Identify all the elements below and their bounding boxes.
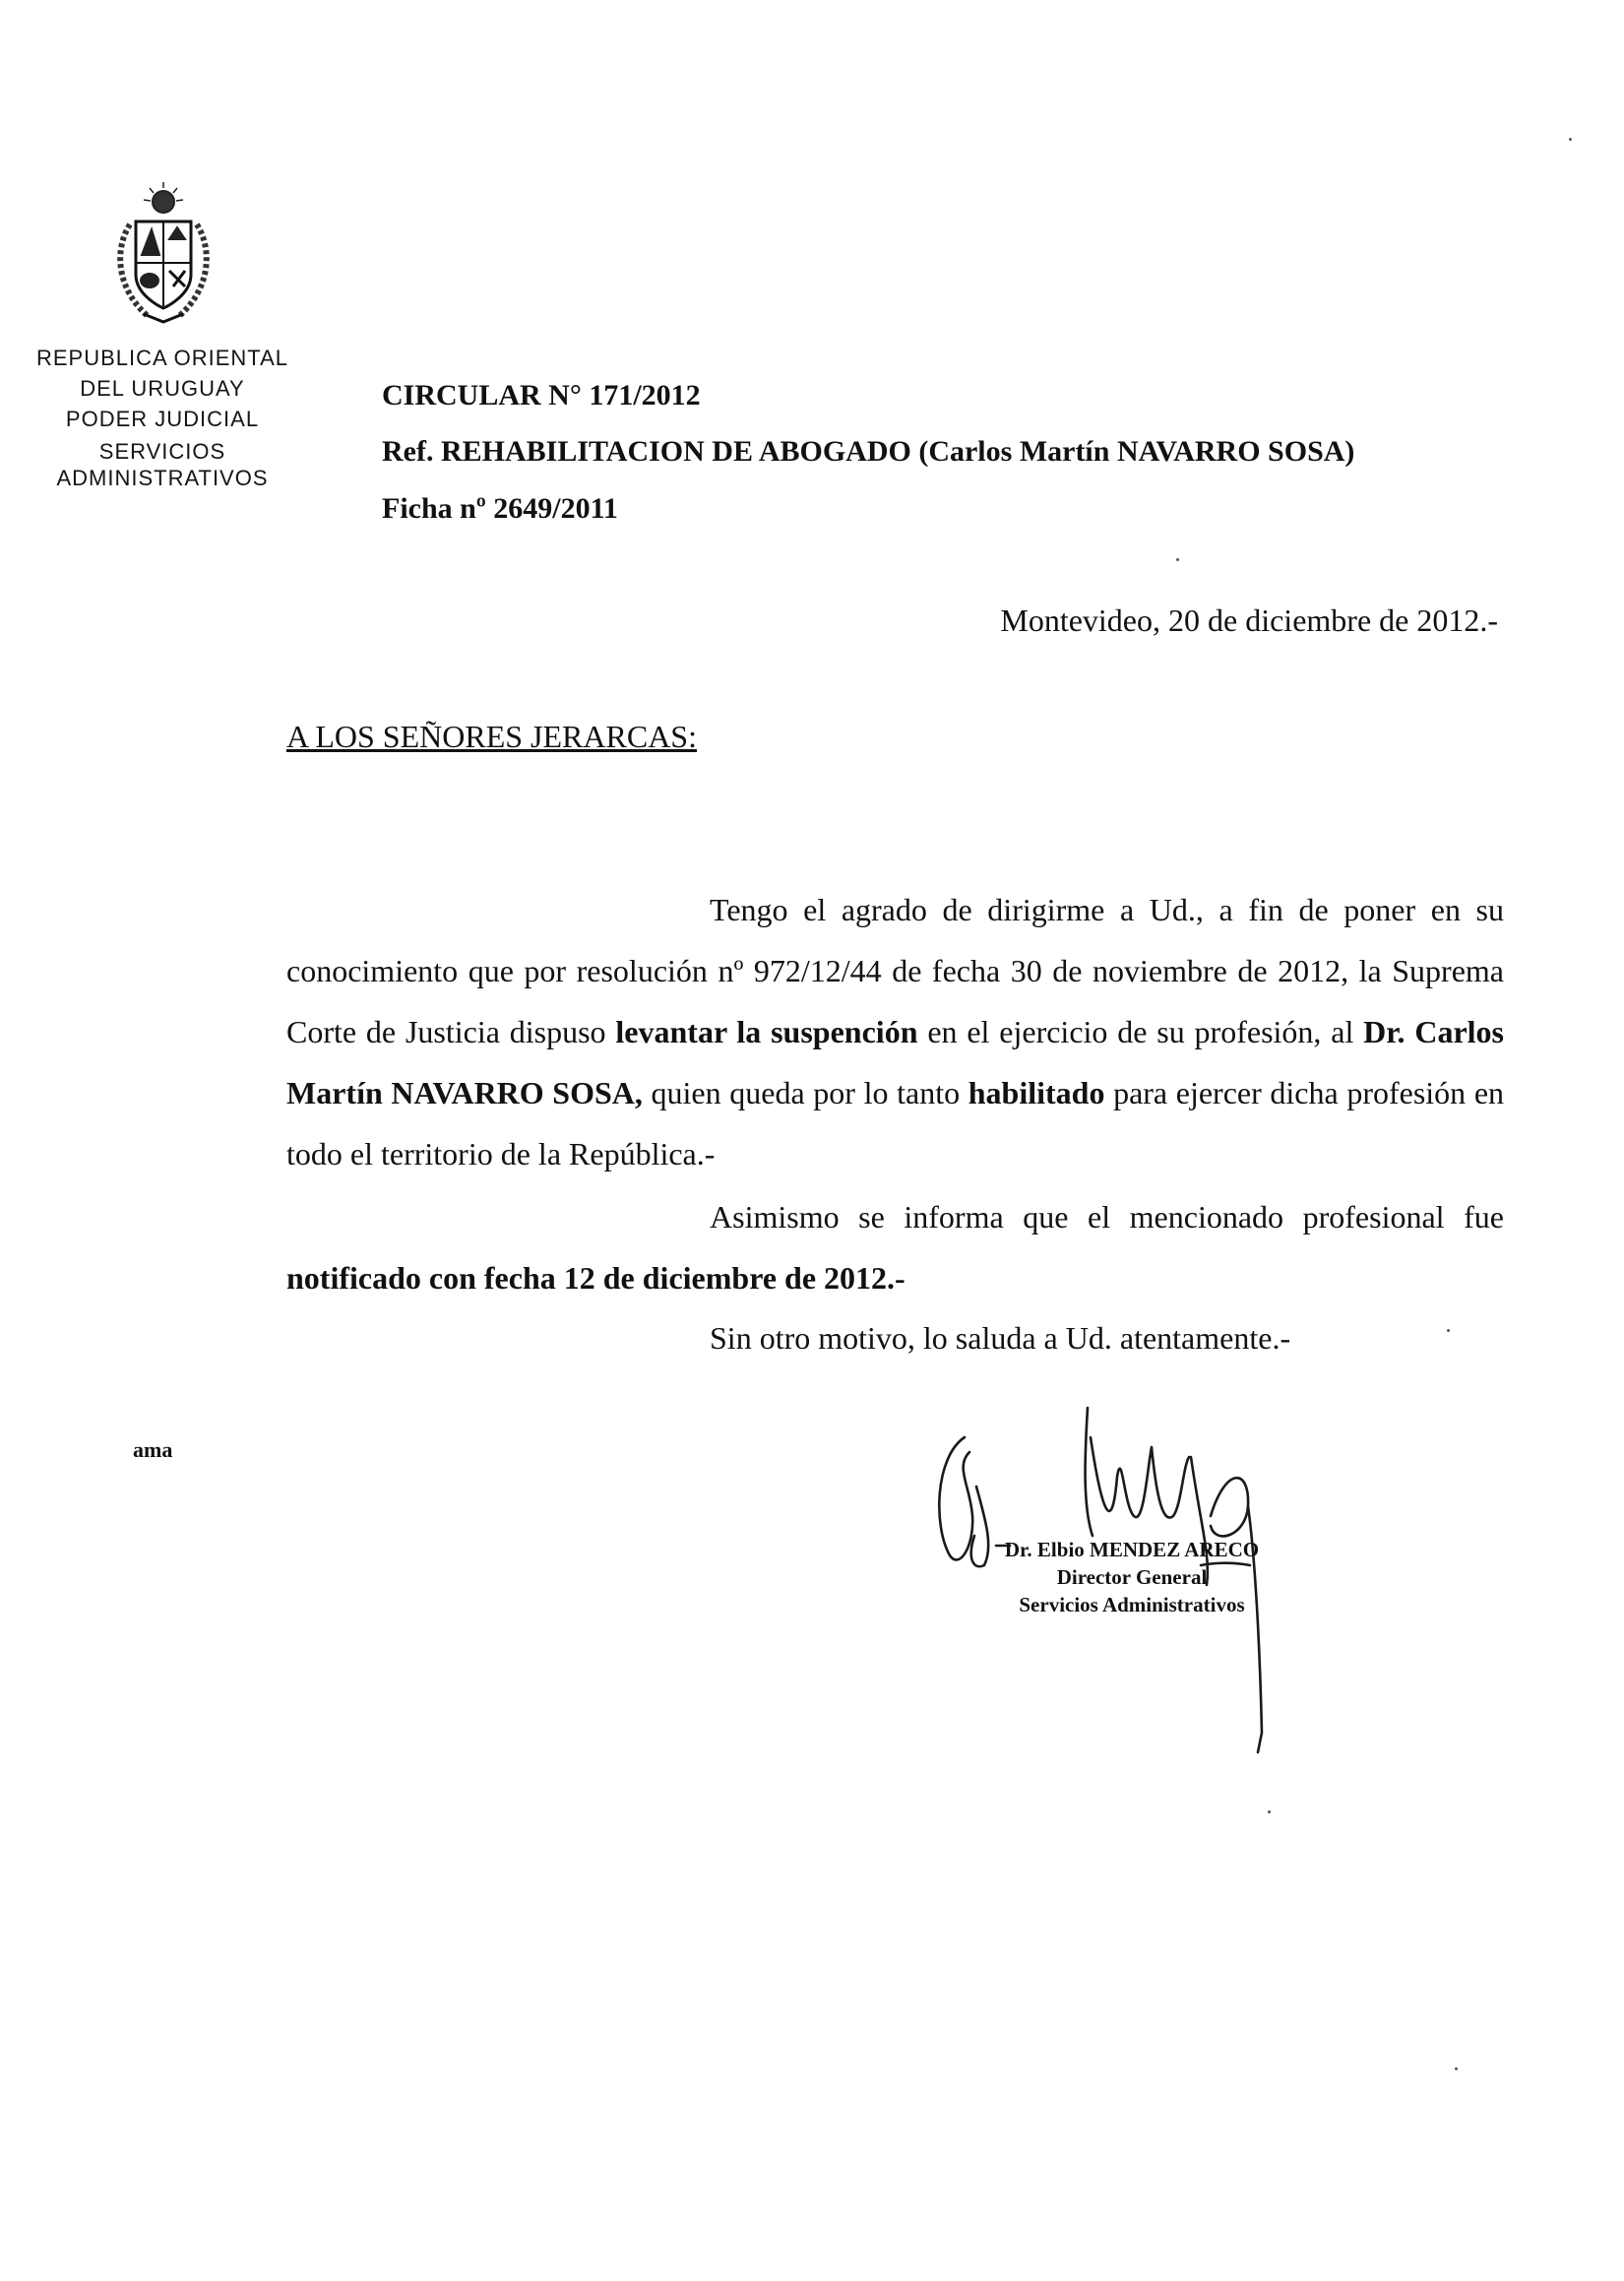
emphasis-text: habilitado: [968, 1075, 1105, 1110]
emphasis-text: notificado con fecha 12 de diciembre de 2012.-: [286, 1260, 906, 1296]
paragraph-resolution: [286, 879, 1504, 1184]
institution-line: REPUBLICA ORIENTAL: [36, 346, 288, 370]
file-number: Ficha nº 2649/2011: [382, 492, 618, 525]
signature-block: [974, 1536, 1289, 1618]
institution-line: ADMINISTRATIVOS: [56, 466, 269, 490]
paragraph-text: en el ejercicio de su profesión, al: [917, 1014, 1364, 1049]
closing-line: [286, 1307, 1504, 1368]
scan-speck: [1455, 2067, 1458, 2070]
scan-speck: [1569, 138, 1572, 141]
emphasis-text: levantar la suspención: [615, 1014, 918, 1049]
institution-line: DEL URUGUAY: [80, 376, 245, 401]
paragraph-text: Asimismo se informa que el mencionado profesional fue: [710, 1199, 1504, 1235]
lawyer-name: Dr. Carlos Martín NAVARRO SOSA,: [286, 1014, 1505, 1110]
document-date: Montevideo, 20 de diciembre de 2012.-: [1000, 602, 1498, 638]
paragraph-text: quien queda por lo tanto: [642, 1075, 968, 1110]
signatory-office: Servicios Administrativos: [1019, 1593, 1245, 1616]
signatory-title: Director General: [1056, 1565, 1208, 1589]
scan-speck: [1268, 1810, 1271, 1813]
circular-number: CIRCULAR N° 171/2012: [382, 379, 701, 412]
signatory-name: Dr. Elbio MENDEZ ARECO: [1004, 1538, 1260, 1561]
coat-of-arms-icon: [108, 180, 219, 326]
institution-block: [30, 343, 295, 491]
institution-line: PODER JUDICIAL: [65, 407, 260, 431]
closing-text: Sin otro motivo, lo saluda a Ud. atentamente.-: [710, 1320, 1291, 1356]
paragraph-text: para ejercer dicha profesión en todo el territorio de la República.-: [286, 1075, 1505, 1172]
paragraph-notification: [286, 1186, 1504, 1308]
institution-line: SERVICIOS: [98, 439, 226, 464]
typist-initials: ama: [133, 1437, 173, 1462]
paragraph-text: Tengo el agrado de dirigirme a Ud., a fin de poner en su conocimiento que por resolución nº 972/12/44 de fecha 30 de noviembre de 2012, la Suprema Corte de Justicia dispuso: [286, 892, 1504, 1049]
salutation: A LOS SEÑORES JERARCAS:: [286, 719, 697, 754]
reference-line: Ref. REHABILITACION DE ABOGADO (Carlos Martín NAVARRO SOSA): [382, 435, 1355, 468]
scan-speck: [1447, 1329, 1450, 1332]
scan-speck: [1176, 558, 1179, 561]
